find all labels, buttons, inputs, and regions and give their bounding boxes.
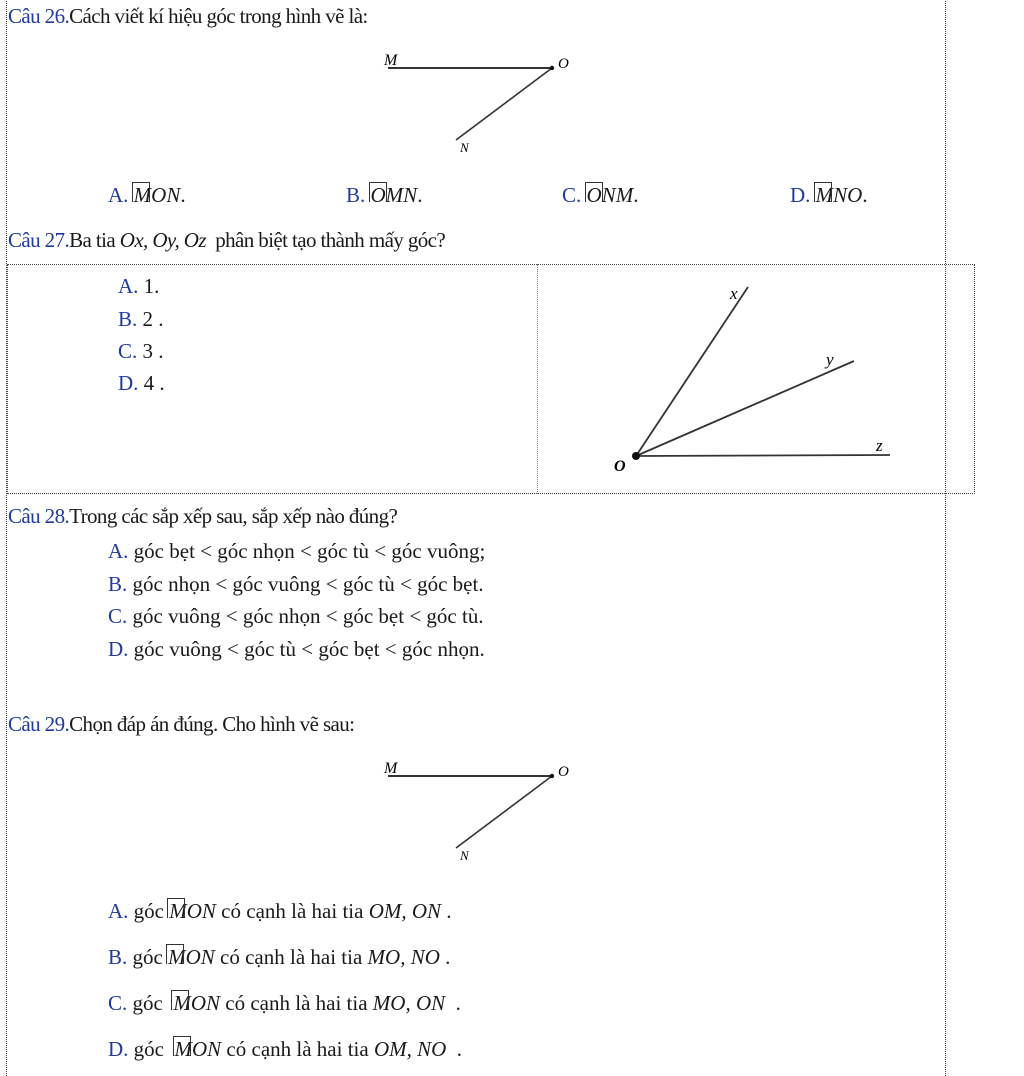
q29-label-m: M xyxy=(384,760,398,777)
q28-option-d[interactable] xyxy=(108,637,485,662)
q27-text-before: Ba tia xyxy=(69,228,120,252)
q26-option-c-letter: C. xyxy=(562,183,582,207)
q26-ray-on xyxy=(456,68,552,140)
q26-option-a-letter: A. xyxy=(108,183,129,207)
q29-option-b-rays: MO, NO xyxy=(367,945,440,969)
q27-vertex-o xyxy=(632,452,640,460)
q26-option-d-letter: D. xyxy=(790,183,811,207)
q27-stem xyxy=(8,228,445,253)
q26-figure xyxy=(370,45,590,160)
q29-option-d-rays: OM, NO xyxy=(373,1037,447,1061)
q28-option-c[interactable] xyxy=(108,604,484,629)
q26-option-d[interactable]: D. MNO. xyxy=(790,183,868,207)
q27-label-x: x xyxy=(730,284,738,303)
q28-option-d-value: góc vuông < góc tù < góc bẹt < góc nhọn. xyxy=(133,637,485,661)
q29-option-d[interactable]: D. góc MON có cạnh là hai tia OM, NO . xyxy=(108,1037,463,1061)
q27-label: Câu 27. xyxy=(8,228,70,252)
q27-ray-oy xyxy=(636,361,854,456)
q27-option-c[interactable] xyxy=(118,339,164,364)
q26-label: Câu 26. xyxy=(8,4,70,28)
q26-option-a-angle: MON xyxy=(133,183,181,207)
q26-option-b[interactable]: B. OMN. xyxy=(346,183,423,207)
q27-option-b-letter: B. xyxy=(118,307,138,331)
q26-option-c[interactable]: C. ONM. xyxy=(562,183,639,207)
q29-option-c-letter: C. xyxy=(108,991,128,1015)
q26-label-o: O xyxy=(558,56,569,72)
q27-option-a[interactable] xyxy=(118,274,159,299)
q29-figure xyxy=(370,753,590,868)
q28-option-b-value: góc nhọn < góc vuông < góc tù < góc bẹt. xyxy=(132,572,484,596)
q29-option-d-letter: D. xyxy=(108,1037,129,1061)
q28-option-b-letter: B. xyxy=(108,572,128,596)
q27-table-divider xyxy=(537,264,538,494)
q26-text: Cách viết kí hiệu góc trong hình vẽ là: xyxy=(69,4,368,28)
q26-stem xyxy=(8,4,368,29)
q29-label-o: O xyxy=(558,764,569,780)
q29-option-b[interactable]: B. góc MON có cạnh là hai tia MO, NO . xyxy=(108,945,451,969)
q28-label: Câu 28. xyxy=(8,504,70,528)
q27-label-o: O xyxy=(614,458,626,475)
q28-option-c-value: góc vuông < góc nhọn < góc bẹt < góc tù. xyxy=(132,604,484,628)
q26-option-d-angle: MNO xyxy=(815,183,863,207)
q27-text-after: phân biệt tạo thành mấy góc? xyxy=(205,228,446,252)
q28-option-a-value: góc bẹt < góc nhọn < góc tù < góc vuông; xyxy=(133,539,486,563)
q28-option-b[interactable] xyxy=(108,572,484,597)
q29-option-a[interactable]: A. góc MON có cạnh là hai tia OM, ON . xyxy=(108,899,452,923)
q27-option-d-value: 4 . xyxy=(143,371,165,395)
q27-option-d[interactable] xyxy=(118,371,165,396)
q26-option-c-angle: ONM xyxy=(586,183,634,207)
q29-option-c-angle: MON xyxy=(173,991,221,1015)
q27-option-d-letter: D. xyxy=(118,371,139,395)
q28-option-a[interactable] xyxy=(108,539,485,564)
q26-label-m: M xyxy=(384,52,398,69)
q27-option-c-value: 3 . xyxy=(142,339,164,363)
q29-option-b-angle: MON xyxy=(168,945,215,969)
q29-vertex-o xyxy=(550,774,554,778)
q27-option-a-value: 1. xyxy=(143,274,160,298)
q27-label-y: y xyxy=(826,350,834,369)
q29-option-a-angle: MON xyxy=(169,899,216,923)
q28-option-a-letter: A. xyxy=(108,539,129,563)
q29-option-c-rays: MO, ON xyxy=(372,991,446,1015)
q26-option-b-letter: B. xyxy=(346,183,366,207)
q29-text: Chọn đáp án đúng. Cho hình vẽ sau: xyxy=(69,712,355,736)
q27-option-c-letter: C. xyxy=(118,339,138,363)
q26-option-b-angle: OMN xyxy=(370,183,418,207)
q28-option-c-letter: C. xyxy=(108,604,128,628)
q28-text: Trong các sắp xếp sau, sắp xếp nào đúng? xyxy=(69,504,398,528)
q29-option-a-rays: OM, ON xyxy=(368,899,442,923)
q29-label-n: N xyxy=(460,848,469,863)
q27-rays: Ox, Oy, Oz xyxy=(119,228,206,252)
q27-ray-oz xyxy=(636,455,890,456)
q26-label-n: N xyxy=(460,140,469,155)
q27-option-b-value: 2 . xyxy=(142,307,164,331)
q27-figure xyxy=(600,275,910,480)
q29-ray-on xyxy=(456,776,552,848)
q27-option-b[interactable] xyxy=(118,307,164,332)
q27-label-z: z xyxy=(876,436,883,455)
q26-vertex-o xyxy=(550,66,554,70)
q29-stem xyxy=(8,712,354,737)
q27-option-a-letter: A. xyxy=(118,274,139,298)
q28-option-d-letter: D. xyxy=(108,637,129,661)
q29-option-d-angle: MON xyxy=(174,1037,222,1061)
q29-option-c[interactable]: C. góc MON có cạnh là hai tia MO, ON . xyxy=(108,991,461,1015)
q29-option-a-letter: A. xyxy=(108,899,129,923)
q29-option-b-letter: B. xyxy=(108,945,128,969)
q26-option-a[interactable]: A. MON. xyxy=(108,183,186,207)
q28-stem xyxy=(8,504,397,529)
q29-label: Câu 29. xyxy=(8,712,70,736)
